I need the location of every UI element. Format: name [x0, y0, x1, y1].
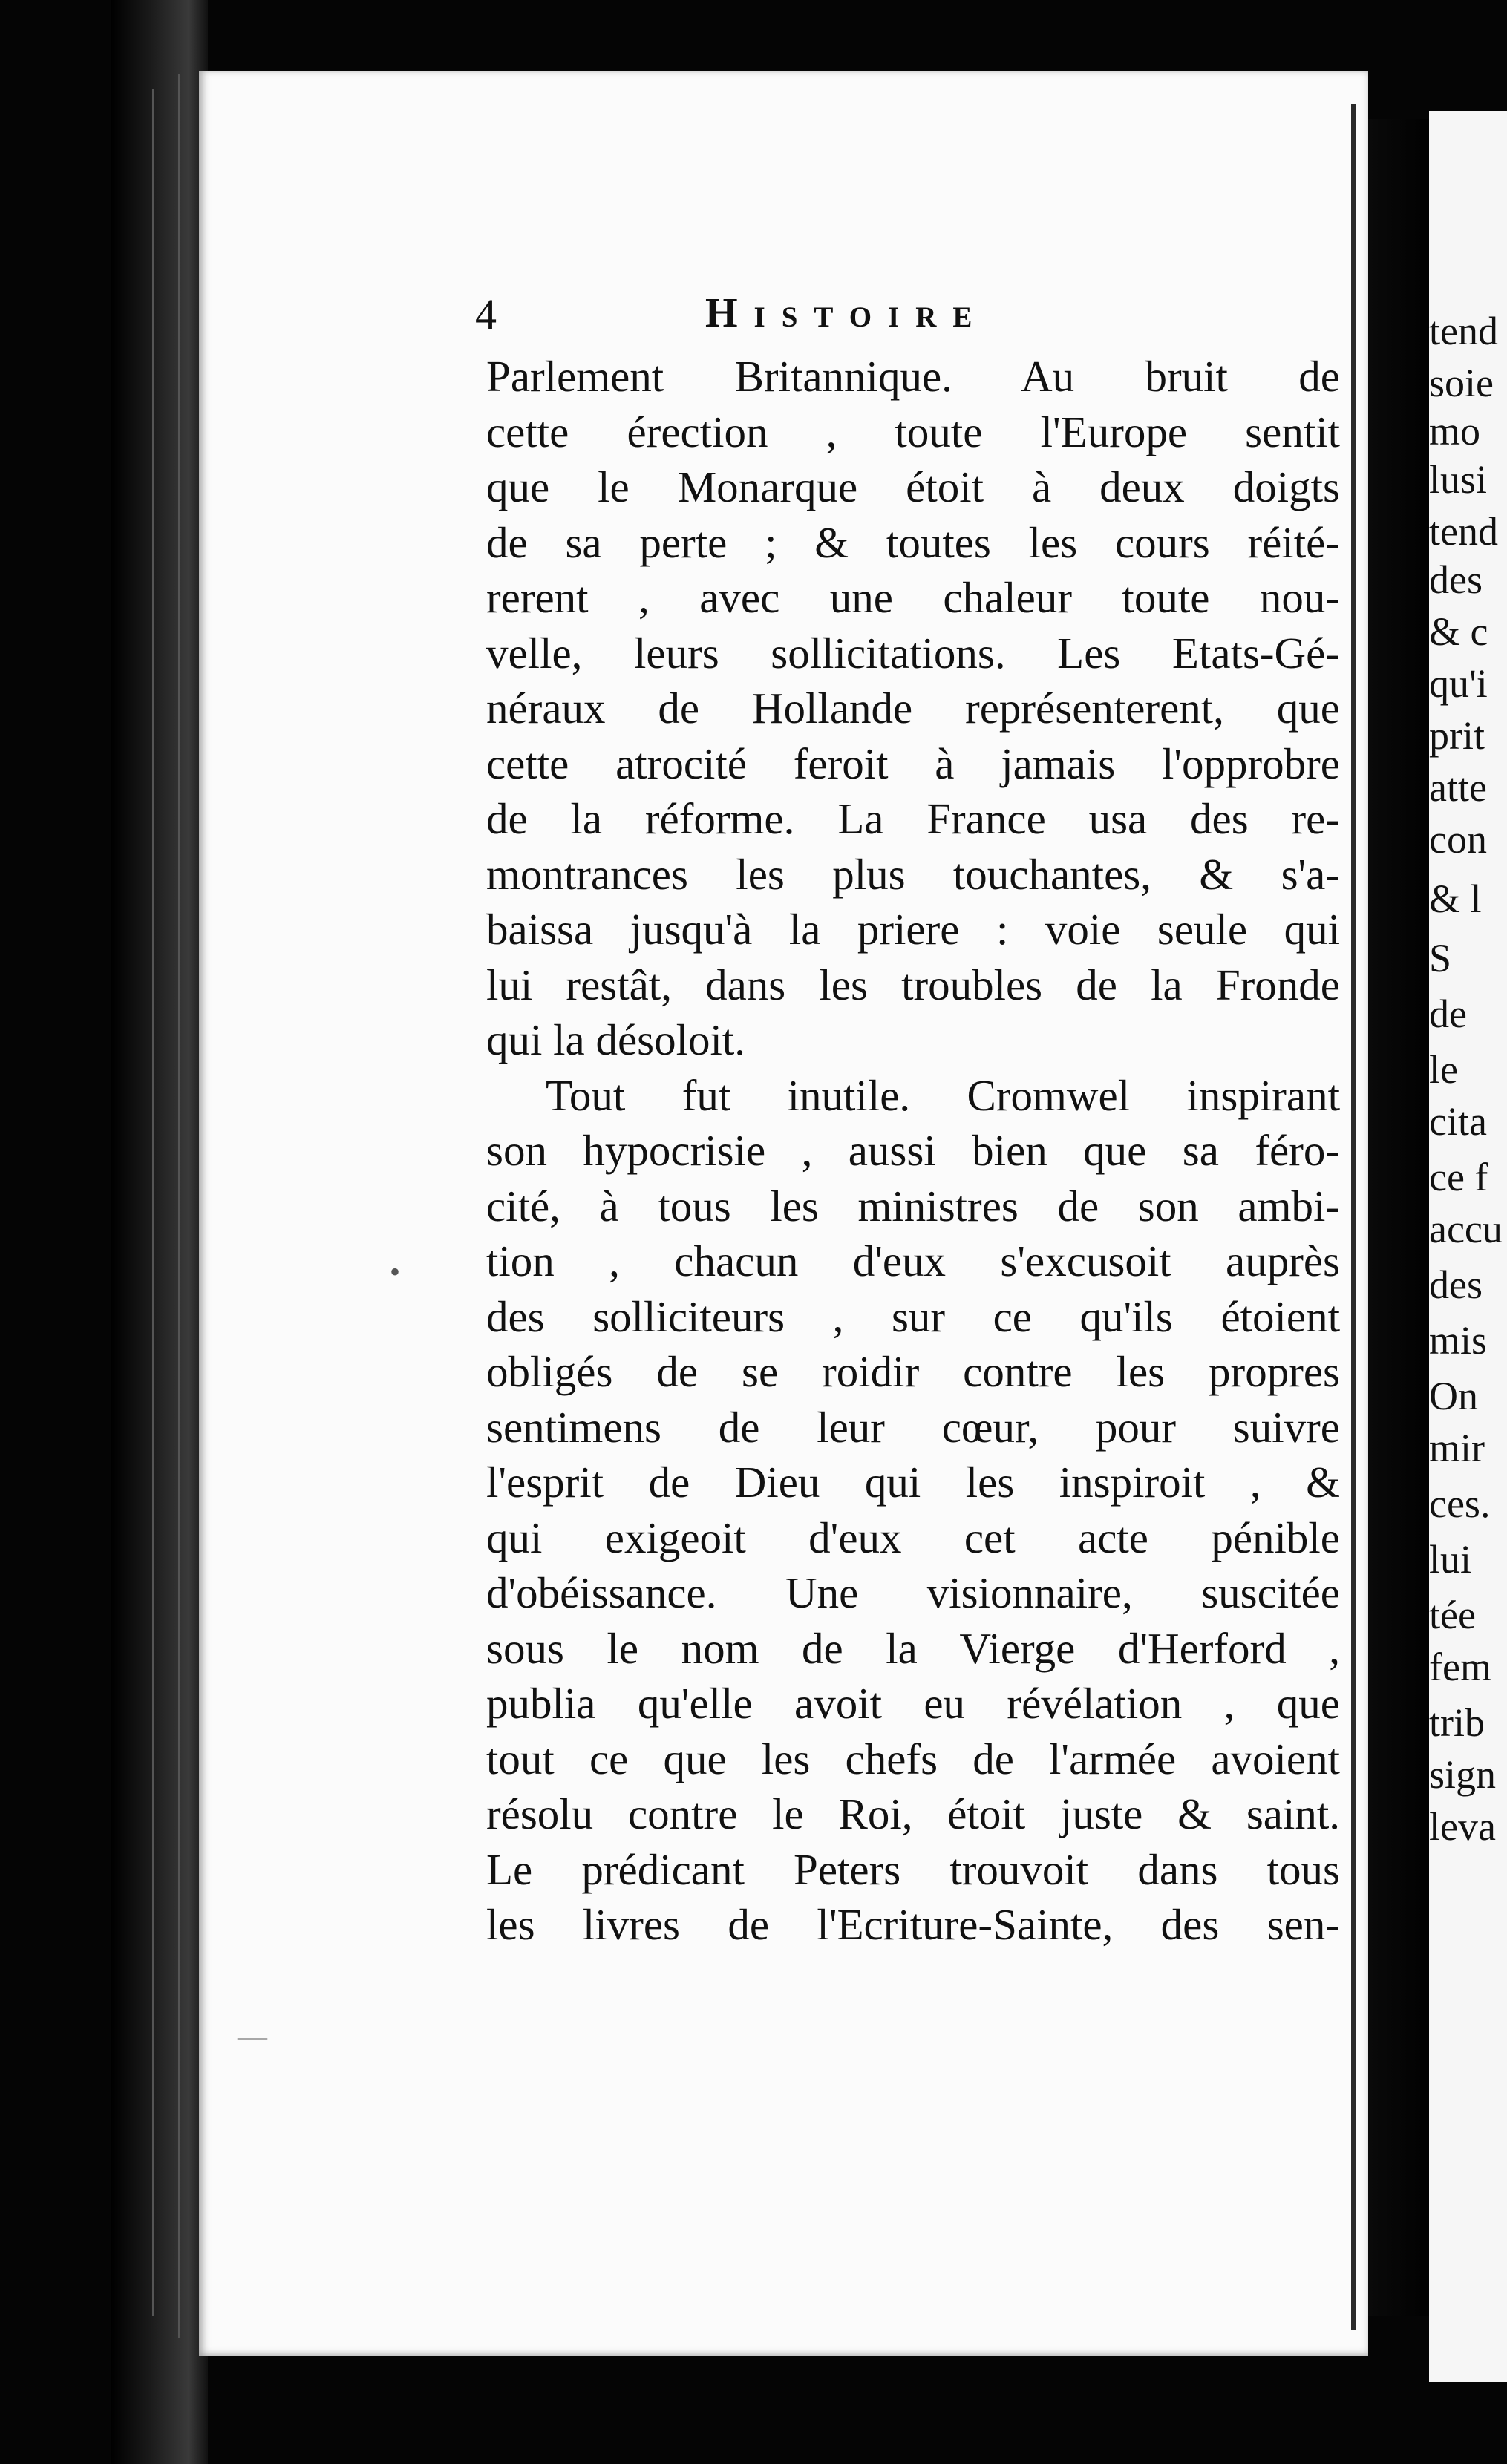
- text-line: baissa jusqu'à la priere : voie seule qui: [486, 905, 1340, 954]
- running-head: [475, 289, 1366, 349]
- adjacent-page-fragment: sign: [1429, 1752, 1497, 1797]
- adjacent-page-fragment: accu: [1429, 1207, 1503, 1251]
- text-line: obligés de se roidir contre les propres: [486, 1347, 1340, 1396]
- adjacent-page-fragment: prit: [1429, 713, 1485, 758]
- text-line: cité, à tous les ministres de son ambi-: [486, 1181, 1340, 1231]
- gutter-line: [152, 89, 154, 2316]
- stray-mark: •: [390, 1255, 401, 1288]
- text-line: résolu contre le Roi, étoit juste & saint.: [486, 1789, 1340, 1838]
- text-line: qui la désoloit.: [486, 1015, 746, 1064]
- adjacent-page-fragment: con: [1429, 817, 1487, 862]
- text-line: Parlement Britannique. Au bruit de: [486, 352, 1340, 401]
- adjacent-page-fragment: de: [1429, 992, 1467, 1036]
- text-line: de la réforme. La France usa des re-: [486, 794, 1340, 843]
- text-line: cette érection , toute l'Europe sentit: [486, 407, 1340, 456]
- running-title: Histoire: [705, 290, 989, 336]
- book-gutter: [111, 0, 208, 2464]
- text-line: Le prédicant Peters trouvoit dans tous: [486, 1844, 1340, 1894]
- adjacent-page-fragment: le: [1429, 1047, 1458, 1092]
- adjacent-page-fragment: & c: [1429, 609, 1488, 654]
- text-line: son hypocrisie , aussi bien que sa féro-: [486, 1126, 1340, 1175]
- text-line: montrances les plus touchantes, & s'a-: [486, 849, 1340, 899]
- text-line: Tout fut inutile. Cromwel inspirant: [546, 1070, 1340, 1120]
- adjacent-page-fragment: tend: [1429, 509, 1498, 554]
- adjacent-page-fragment: atte: [1429, 765, 1487, 810]
- adjacent-page-fragment: des: [1429, 1262, 1483, 1307]
- page-edge-line: [1351, 104, 1356, 2330]
- text-line: de sa perte ; & toutes les cours réité-: [486, 517, 1340, 567]
- text-line: publia qu'elle avoit eu révélation , que: [486, 1679, 1340, 1728]
- adjacent-page-fragment: & l: [1429, 877, 1482, 921]
- adjacent-page-fragment: fem: [1429, 1645, 1491, 1689]
- body-text: [486, 349, 1340, 1953]
- adjacent-page-fragment: leva: [1429, 1804, 1496, 1849]
- adjacent-page-fragment: qu'i: [1429, 661, 1488, 706]
- text-line: des solliciteurs , sur ce qu'ils étoient: [486, 1291, 1340, 1341]
- adjacent-page-fragment: ces.: [1429, 1481, 1491, 1526]
- adjacent-page-fragment: On: [1429, 1374, 1478, 1418]
- adjacent-page-fragment: soie: [1429, 361, 1494, 405]
- adjacent-page-fragment: tée: [1429, 1593, 1476, 1637]
- text-line: les livres de l'Ecriture-Sainte, des sen-: [486, 1900, 1340, 1949]
- adjacent-page-fragment: tend: [1429, 309, 1498, 353]
- text-line: lui restât, dans les troubles de la Fronde: [486, 960, 1340, 1009]
- text-line: d'obéissance. Une visionnaire, suscitée: [486, 1568, 1340, 1617]
- adjacent-page-fragment: mis: [1429, 1318, 1488, 1363]
- text-line: qui exigeoit d'eux cet acte pénible: [486, 1513, 1340, 1562]
- adjacent-page-fragment: S: [1429, 936, 1452, 980]
- adjacent-page-fragment: ce f: [1429, 1155, 1488, 1199]
- text-line: sous le nom de la Vierge d'Herford ,: [486, 1623, 1340, 1673]
- text-line: l'esprit de Dieu qui les inspiroit , &: [486, 1458, 1340, 1507]
- adjacent-page-fragment: des: [1429, 557, 1483, 602]
- text-line: sentimens de leur cœur, pour suivre: [486, 1402, 1340, 1452]
- text-line: néraux de Hollande représenterent, que: [486, 684, 1340, 733]
- text-line: cette atrocité feroit à jamais l'opprobre: [486, 738, 1340, 788]
- adjacent-page-fragment: mir: [1429, 1426, 1485, 1470]
- page-number: 4: [475, 290, 497, 338]
- text-line: tout ce que les chefs de l'armée avoient: [486, 1734, 1340, 1783]
- adjacent-page-fragment: trib: [1429, 1700, 1485, 1745]
- adjacent-page-fragment: lusi: [1429, 457, 1488, 502]
- text-line: tion , chacun d'eux s'excusoit auprès: [486, 1236, 1340, 1285]
- text-line: que le Monarque étoit à deux doigts: [486, 462, 1340, 511]
- page-edge-shadow: [1368, 119, 1439, 2316]
- adjacent-page-fragment: cita: [1429, 1099, 1487, 1144]
- stray-mark: —: [238, 2019, 267, 2053]
- text-line: rerent , avec une chaleur toute nou-: [486, 573, 1340, 622]
- adjacent-page: [1429, 111, 1507, 2382]
- gutter-line: [178, 74, 180, 2338]
- text-line: velle, leurs sollicitations. Les Etats-Gé-: [486, 628, 1340, 678]
- adjacent-page-fragment: lui: [1429, 1537, 1472, 1582]
- adjacent-page-fragment: mo: [1429, 409, 1481, 453]
